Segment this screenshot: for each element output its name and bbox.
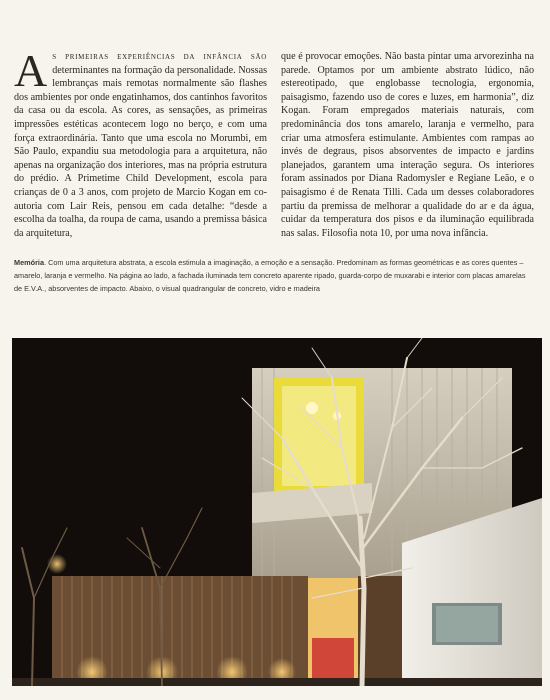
lead-in: s primeiras experiências da infância são — [52, 51, 267, 62]
article-column-2 — [281, 50, 534, 240]
article-body — [14, 45, 534, 240]
column-1-text: determinantes na formação da personalidade. Nossas lembranças mais remotas normalmente são flashes dos ambientes por onde engatinhamos, dos cantinhos favoritos da casa ou da escola. As cores, as sensações, as primeiras impressões estéticas acontecem logo no berço, e com uma força extraordinária. Tanto que uma escola no Morumbi, em São Paulo, expandiu sua metodologia para a arquitetura, não apenas na organização dos interiores, mas na própria estrutura do prédio. A Primetime Child Development, escola para crianças de 0 a 3 anos, com projeto de Marcio Kogan em co-autoria com Lair Reis, pensou em cada detalhe: “desde a escolha da toalha, da roupa de cama, usando a premissa básica da arquitetura, — [14, 64, 267, 239]
drop-cap: A — [14, 45, 48, 96]
red-floor — [312, 638, 354, 678]
column-2-text: que é provocar emoções. Não basta pintar uma arvorezinha na parede. Optamos por um ambiente abstrato lúdico, não estereotipado, que englobasse tecnologia, ergonomia, paisagismo, fazendo uso de cores e luzes, em harmonia”, diz Kogan. Foram empregados materiais naturais, com predominância dos tons amarelo, laranja e vermelho, para criar uma atmosfera estimulante. Ambientes com rampas ao invés de degraus, pisos absorventes de impacto e jardins planejados, garantem uma interação segura. Os interiores foram assinados por Diana Radomysler e Regiane Leão, e o paisagismo é de Renata Tilli. Cada um desses colaboradores partiu da premissa de melhorar a qualidade do ar e da água, cuidar da temperatura dos pisos e da iluminação equilibrada nas salas. Filosofia nota 10, por uma nova infância. — [281, 51, 534, 239]
side-window-glass — [436, 606, 498, 642]
photo-caption — [14, 256, 534, 296]
ground — [12, 678, 542, 686]
caption-lead: Memória — [14, 258, 45, 267]
school-facade-photo — [12, 338, 542, 686]
article-paragraph-1 — [14, 45, 267, 240]
facade-illustration — [12, 338, 542, 686]
window-interior-glow — [282, 386, 356, 486]
article-column-1 — [14, 45, 267, 240]
street-lamp-glow — [47, 554, 67, 574]
caption-text: . Com uma arquitetura abstrata, a escola estimula a imaginação, a emoção e a sensação. Predominam as formas geométricas e as cores quentes – amarelo, laranja e vermelho. Na página ao lado, a fachada iluminada tem concreto aparente ripado, guarda-corpo de muxarabi e interior com placas amarelas de E.V.A., absorventes de impacto. Abaixo, o visual quadrangular de concreto, vidro e madeira — [14, 258, 526, 294]
ceiling-lamp-1 — [306, 402, 318, 414]
